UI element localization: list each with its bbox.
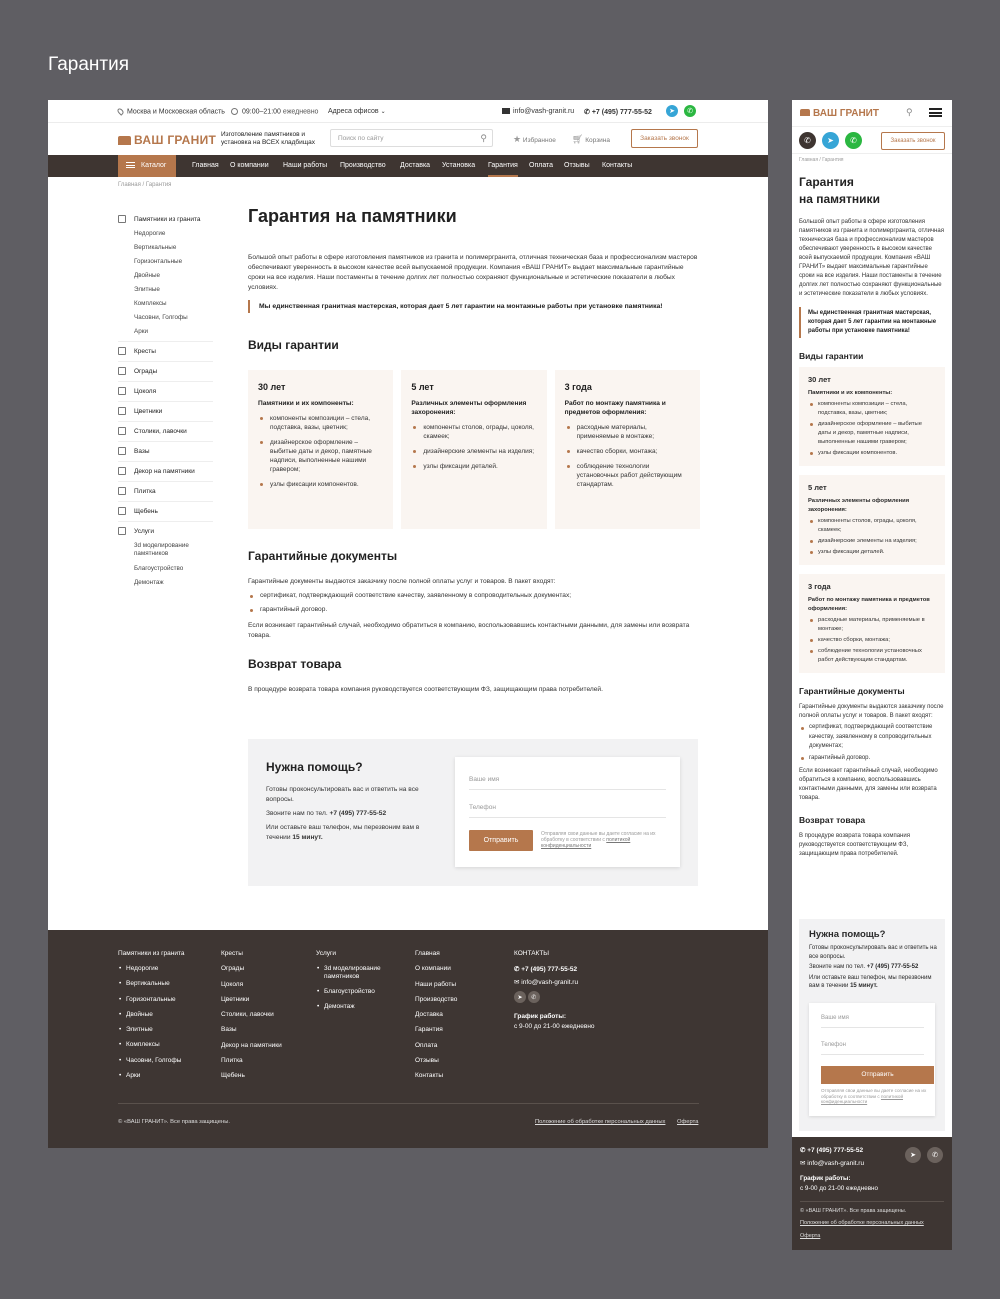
sidebar-subitem[interactable]: Благоустройство <box>134 565 184 572</box>
list-item: гарантийный договор. <box>248 605 700 615</box>
copyright: © «ВАШ ГРАНИТ». Все права защищены. <box>118 1119 230 1125</box>
sidebar-group <box>118 502 213 522</box>
list-item: узлы фиксации деталей. <box>411 462 536 471</box>
list-item: узлы фиксации компонентов. <box>258 480 383 489</box>
footer-divider <box>118 1103 699 1104</box>
footer-heading: КОНТАКТЫ <box>514 950 550 957</box>
mail-icon: ✉ <box>800 1160 806 1167</box>
footer-heading[interactable]: Памятники из гранита <box>118 950 185 957</box>
fence-icon <box>118 367 126 375</box>
footer-phone[interactable]: ✆ +7 (495) 777-55-52 <box>800 1147 864 1154</box>
location[interactable]: Москва и Московская область <box>118 108 225 115</box>
sidebar-item-tiles[interactable]: Плитка <box>118 487 213 495</box>
breadcrumb[interactable]: Главная / Гарантия <box>118 182 172 188</box>
return-text: В процедуре возврата товара компания руководствуется соответствующим ФЗ, защищающим права потребителей. <box>248 686 603 693</box>
offices-dropdown[interactable]: Адреса офисов ⌄ <box>328 108 386 115</box>
mail-icon: ✉ <box>514 979 520 986</box>
telegram-icon[interactable]: ➤ <box>905 1147 921 1163</box>
warranty-cards <box>248 370 700 529</box>
footer-link[interactable]: Главная <box>415 950 440 957</box>
docs-outro: Если возникает гарантийный случай, необходимо обратиться в компанию, воспользовавшись контактными данными, для замены или возврата товара. <box>248 622 690 639</box>
quote-block: Мы единственная гранитная мастерская, которая дает 5 лет гарантии на монтажные работы при установке памятника! <box>799 307 945 338</box>
search-icon[interactable]: ⚲ <box>480 133 487 143</box>
section-title: Гарантийные документы <box>799 686 905 696</box>
card-term: 3 года <box>564 382 592 392</box>
mobile-page <box>792 100 952 1250</box>
footer-link[interactable]: • Горизонтальные <box>118 996 185 1004</box>
section-title: Виды гарантии <box>799 351 864 361</box>
email-link[interactable]: info@vash-granit.ru <box>502 108 574 115</box>
schedule-title: График работы: <box>514 1013 567 1020</box>
footer-email[interactable]: ✉ info@vash-granit.ru <box>800 1160 865 1167</box>
sidebar-subitem[interactable]: Демонтаж <box>134 579 164 586</box>
telegram-icon[interactable]: ➤ <box>514 991 526 1003</box>
quote-block: Мы единственная гранитная мастерская, которая дает 5 лет гарантии на монтажные работы при установке памятника! <box>248 300 700 313</box>
phone-icon: ✆ <box>800 1147 806 1154</box>
footer-link[interactable]: Ограды <box>221 965 245 973</box>
footer-phone[interactable]: ✆ +7 (495) 777-55-52 <box>514 966 578 973</box>
return-text: В процедуре возврата товара компания руководствуется соответствующим ФЗ, защищающим права потребителей. <box>799 833 910 857</box>
callback-button[interactable]: Заказать звонок <box>881 132 945 150</box>
tile-icon <box>118 487 126 495</box>
phone-link[interactable]: ✆ +7 (495) 777-55-52 <box>584 109 652 116</box>
privacy-link[interactable]: политикой конфиденциальности <box>821 1093 904 1104</box>
footer-heading[interactable]: Услуги <box>316 950 336 957</box>
nav-item-about[interactable]: О компании <box>230 162 269 169</box>
sidebar-group <box>118 482 213 502</box>
services-icon <box>118 527 126 535</box>
warranty-card <box>799 574 945 673</box>
cross-icon <box>118 347 126 355</box>
submit-button[interactable]: Отправить <box>469 830 533 851</box>
sidebar-subitem[interactable]: 3d моделирование памятников <box>134 542 189 557</box>
section-title: Возврат товара <box>799 815 866 825</box>
clock-icon <box>231 108 238 115</box>
schedule: с 9-00 до 21-00 ежедневно <box>800 1185 879 1192</box>
callback-button[interactable]: Заказать звонок <box>631 129 698 148</box>
work-hours: 09:00–21:00 ежедневно <box>231 108 318 115</box>
card-subject: Памятники и их компоненты: <box>808 390 893 396</box>
sidebar-subitem[interactable]: Двойные <box>134 272 161 279</box>
footer-col-services <box>316 950 398 1018</box>
docs-intro: Гарантийные документы выдаются заказчику после полной оплаты услуг и товаров. В пакет входят: <box>248 578 556 585</box>
sidebar-item-crosses[interactable]: Кресты <box>118 347 213 355</box>
catalog-button[interactable]: Каталог <box>118 155 176 177</box>
section-title: Возврат товара <box>248 657 342 671</box>
footer-link[interactable]: Плитка <box>221 1056 243 1064</box>
sidebar-subitem[interactable]: Недорогие <box>134 230 166 237</box>
privacy-link[interactable]: политикой конфиденциальности <box>541 837 631 849</box>
footer-contacts <box>514 950 595 1030</box>
sidebar-item-gravel[interactable]: Щебень <box>118 507 213 515</box>
warranty-card <box>401 370 546 529</box>
warranty-card <box>799 475 945 565</box>
list-item: компоненты композиции – стела, подставка, вазы, цветник; <box>258 414 383 432</box>
nav-item-production[interactable]: Производство <box>340 162 386 169</box>
footer-link[interactable]: • Часовни, Голгофы <box>118 1057 185 1065</box>
breadcrumb[interactable]: Главная / Гарантия <box>799 157 844 163</box>
list-item: дизайнерское оформление – выбитые даты и декор, памятные надписи, выполненные нашими гравером; <box>808 420 936 447</box>
footer-divider <box>800 1201 944 1202</box>
sidebar-item-tables[interactable]: Столики, лавочки <box>118 427 213 435</box>
schedule: с 9-00 до 21-00 ежедневно <box>514 1023 595 1030</box>
footer-link[interactable]: • Благоустройство <box>316 988 398 996</box>
sidebar-group <box>118 402 213 422</box>
list-item: качество сборки, монтажа; <box>808 636 936 645</box>
footer-col-catalog <box>221 950 282 1088</box>
offer-link[interactable]: Оферта <box>677 1119 699 1125</box>
footer-link[interactable]: Кресты <box>221 950 243 957</box>
list-item: компоненты столов, ограды, цоколя, скамеек; <box>808 517 936 535</box>
list-item: узлы фиксации компонентов. <box>808 449 936 458</box>
card-term: 5 лет <box>411 382 434 392</box>
footer-link[interactable]: Цветники <box>221 995 250 1003</box>
footer-link[interactable]: • Вертикальные <box>118 980 185 988</box>
sidebar-subitem[interactable]: Горизонтальные <box>134 258 183 265</box>
footer-col-monuments <box>118 950 185 1087</box>
monument-icon <box>118 215 126 223</box>
footer-link[interactable]: • Демонтаж <box>316 1003 398 1011</box>
search-input[interactable]: Поиск по сайту ⚲ <box>330 129 493 147</box>
consent-note: Отправляя свои данные вы даете согласие на их обработку в соответствии с политикой конфиденциальности <box>541 831 656 849</box>
footer-link[interactable]: Столики, лавочки <box>221 1011 274 1019</box>
docs-intro: Гарантийные документы выдаются заказчику после полной оплаты услуг и товаров. В пакет входят: <box>799 704 944 719</box>
mail-icon <box>502 108 510 114</box>
sidebar-item-services[interactable]: Услуги <box>118 527 213 535</box>
whatsapp-icon[interactable]: ✆ <box>927 1147 943 1163</box>
page-title: Гарантия на памятники <box>248 206 457 226</box>
sidebar-subitem[interactable]: Часовни, Голгофы <box>134 314 188 321</box>
cart-icon: 🛒︎ <box>572 134 584 144</box>
footer-link[interactable]: Декор на памятники <box>221 1041 282 1049</box>
cart-link[interactable]: 🛒︎ Корзина <box>572 134 611 144</box>
sidebar-subitem[interactable]: Элитные <box>134 286 160 293</box>
tagline: Изготовление памятников и установка на ВСЕХ кладбищах <box>221 131 315 146</box>
nav-item-home[interactable]: Главная <box>192 162 219 169</box>
name-field[interactable]: Ваше имя <box>469 776 666 790</box>
logo-icon <box>118 136 131 145</box>
whatsapp-icon[interactable]: ✆ <box>528 991 540 1003</box>
list-item: компоненты композиции – стела, подставка, вазы, цветник; <box>808 400 936 418</box>
sidebar-group <box>118 342 213 362</box>
phone-icon[interactable]: ✆ <box>799 132 816 149</box>
whatsapp-icon[interactable]: ✆ <box>845 132 862 149</box>
presentation-title: Гарантия <box>48 54 130 75</box>
footer-link[interactable]: Вазы <box>221 1026 237 1034</box>
nav-item-reviews[interactable]: Отзывы <box>564 162 590 169</box>
list-item: сертификат, подтверждающий соответствие качеству, заявленному в сопроводительных документах; <box>248 591 700 601</box>
nav-item-installation[interactable]: Установка <box>442 162 476 169</box>
footer-col-site <box>415 950 457 1088</box>
footer-link[interactable]: • Элитные <box>118 1026 185 1034</box>
card-term: 30 лет <box>808 375 831 384</box>
list-item: соблюдение технологии установочных работ действующим стандартам. <box>808 647 936 665</box>
list-item: соблюдение технологии установочных работ действующим стандартам. <box>565 462 690 489</box>
desktop-page <box>48 100 768 1148</box>
help-text: Готовы проконсультировать вас и ответить на все вопросы. Звоните нам по тел. +7 (495) 777-55-52 Или оставьте ваш телефон, мы перезвоним вам в течении 15 минут. <box>809 945 937 989</box>
decor-icon <box>118 467 126 475</box>
footer-link[interactable]: • Недорогие <box>118 965 185 973</box>
sidebar-item-monuments[interactable]: Памятники из гранита <box>118 215 213 223</box>
footer-link[interactable]: Цоколя <box>221 980 244 988</box>
list-item: расходные материалы, применяемые в монтаже; <box>565 423 690 441</box>
card-subject: Работ по монтажу памятника и предметов оформления: <box>808 597 930 612</box>
privacy-policy-link[interactable]: Положение об обработке персональных данных <box>535 1119 666 1125</box>
phone-icon: ✆ <box>584 109 590 116</box>
sidebar-subitem[interactable]: Арки <box>134 328 148 335</box>
menu-icon[interactable] <box>929 108 942 117</box>
help-title: Нужна помощь? <box>266 760 363 774</box>
card-term: 30 лет <box>258 382 286 392</box>
mobile-footer <box>792 1137 952 1250</box>
telegram-icon[interactable]: ➤ <box>822 132 839 149</box>
vase-icon <box>118 447 126 455</box>
list-item: дизайнерское оформление – выбитые даты и декор, памятные надписи, выполненные нашими гравером; <box>258 438 383 474</box>
logo-icon <box>800 109 810 116</box>
warranty-card <box>248 370 393 529</box>
favorites-link[interactable]: ★ Избранное <box>513 134 556 144</box>
card-subject: Различных элементы оформления захоронения: <box>808 498 910 513</box>
mobile-contact-bar <box>792 126 952 154</box>
search-icon[interactable]: ⚲ <box>906 107 913 117</box>
sidebar-item-decor[interactable]: Декор на памятники <box>118 467 213 475</box>
footer-link[interactable]: • 3d моделирование памятников <box>316 965 398 980</box>
sidebar-item-fences[interactable]: Ограды <box>118 367 213 375</box>
sidebar-group <box>118 462 213 482</box>
list-item: узлы фиксации деталей. <box>808 548 936 557</box>
list-item: гарантийный договор. <box>799 754 945 764</box>
footer-link[interactable]: Доставка <box>415 1011 443 1019</box>
menu-icon <box>126 162 135 168</box>
consent-note: Отправляя свои данные вы даете согласие на их обработку в соответствии с политикой конфиденциальности <box>821 1088 927 1104</box>
section-title: Гарантийные документы <box>248 549 398 563</box>
main-nav <box>48 155 768 177</box>
sidebar-group <box>118 362 213 382</box>
sidebar-subitem[interactable]: Вертикальные <box>134 244 177 251</box>
footer-email[interactable]: ✉ info@vash-granit.ru <box>514 979 579 986</box>
nav-item-delivery[interactable]: Доставка <box>400 162 431 169</box>
help-block <box>248 739 698 886</box>
list-item: компоненты столов, ограды, цоколя, скамеек; <box>411 423 536 441</box>
footer-link[interactable]: О компании <box>415 965 451 973</box>
sidebar-group <box>118 422 213 442</box>
mobile-header <box>792 100 952 126</box>
whatsapp-icon[interactable]: ✆ <box>684 105 696 117</box>
card-subject: Различных элементы оформления захоронения: <box>411 400 527 416</box>
section-title: Виды гарантии <box>248 338 339 352</box>
docs-outro: Если возникает гарантийный случай, необходимо обратиться в компанию, воспользовавшись контактными данными, для замены или возврата товара. <box>799 768 938 801</box>
schedule-title: График работы: <box>800 1175 851 1182</box>
footer-link[interactable]: Оплата <box>415 1041 438 1049</box>
logo[interactable]: ВАШ ГРАНИТ <box>800 108 879 119</box>
star-icon: ★ <box>513 134 522 144</box>
warranty-card <box>555 370 700 529</box>
mobile-content <box>799 174 945 859</box>
nav-item-contacts[interactable]: Контакты <box>602 162 633 169</box>
help-text: Готовы проконсультировать вас и ответить на все вопросы. Звоните нам по тел. +7 (495) 777-55-52 Или оставьте ваш телефон, мы перезвоним вам в течении 15 минут. <box>266 786 420 841</box>
footer-link[interactable]: Гарантия <box>415 1026 443 1034</box>
footer-link[interactable]: Отзывы <box>415 1056 439 1064</box>
page-title: Гарантия на памятники <box>799 175 880 206</box>
list-item: сертификат, подтверждающий соответствие качеству, заявленному в сопроводительных документах; <box>799 723 945 752</box>
offer-link[interactable]: Оферта <box>800 1233 821 1239</box>
map-pin-icon <box>116 107 124 115</box>
chevron-down-icon: ⌄ <box>380 109 386 115</box>
card-subject: Памятники и их компоненты: <box>258 400 354 407</box>
gravel-icon <box>118 507 126 515</box>
sidebar-item-plinths[interactable]: Цоколя <box>118 387 213 395</box>
list-item: дизайнерские элементы на изделия; <box>808 537 936 546</box>
phone-field[interactable]: Телефон <box>821 1042 924 1055</box>
card-subject: Работ по монтажу памятника и предметов оформления: <box>564 400 666 416</box>
list-item: качество сборки, монтажа; <box>565 447 690 456</box>
footer-link[interactable]: Производство <box>415 995 458 1003</box>
submit-button[interactable]: Отправить <box>821 1066 934 1084</box>
privacy-policy-link[interactable]: Положение об обработке персональных данных <box>800 1220 924 1226</box>
footer-link[interactable]: Контакты <box>415 1072 444 1080</box>
flowerbed-icon <box>118 407 126 415</box>
intro-text: Большой опыт работы в сфере изготовления памятников из гранита и полимергранита, отличная техническая база и профессионализм мастеров обеспечивают уверенность в высоком качестве всей выпускаемой продукции. Компания «ВАШ ГРАНИТ» выдает максимальные гарантийные сроки на все изделия. Наши постаменты в течение долгих лет полностью сохраняют функциональные и эстетические показатели в любых условиях. <box>248 254 698 291</box>
phone-icon: ✆ <box>514 966 520 973</box>
sidebar-group <box>118 382 213 402</box>
phone-field[interactable]: Телефон <box>469 804 666 818</box>
header <box>48 123 768 155</box>
sidebar-item-vases[interactable]: Вазы <box>118 447 213 455</box>
sidebar-group <box>118 522 213 592</box>
top-bar <box>48 100 768 123</box>
logo[interactable]: ВАШ ГРАНИТ <box>118 133 216 147</box>
warranty-card <box>799 367 945 466</box>
help-phone[interactable]: +7 (495) 777-55-52 <box>329 810 387 817</box>
list-item: дизайнерские элементы на изделия; <box>411 447 536 456</box>
name-field[interactable]: Ваше имя <box>821 1015 924 1028</box>
nav-item-works[interactable]: Наши работы <box>283 162 328 169</box>
help-phone[interactable]: +7 (495) 777-55-52 <box>866 964 919 970</box>
footer-link[interactable]: Щебень <box>221 1072 245 1080</box>
help-block <box>799 919 945 1131</box>
footer-link[interactable]: • Комплексы <box>118 1041 185 1049</box>
sidebar <box>118 210 213 592</box>
sidebar-item-flowerbeds[interactable]: Цветники <box>118 407 213 415</box>
telegram-icon[interactable]: ➤ <box>666 105 678 117</box>
footer-link[interactable]: • Арки <box>118 1072 185 1080</box>
help-title: Нужна помощь? <box>809 929 886 940</box>
footer-link[interactable]: • Двойные <box>118 1011 185 1019</box>
footer <box>48 930 768 1148</box>
nav-item-warranty[interactable]: Гарантия <box>488 155 518 177</box>
nav-item-payment[interactable]: Оплата <box>529 162 554 169</box>
sidebar-group <box>118 442 213 462</box>
footer-link[interactable]: Наши работы <box>415 980 457 988</box>
main-content <box>248 206 700 695</box>
list-item: расходные материалы, применяемые в монтаже; <box>808 616 936 634</box>
intro-text: Большой опыт работы в сфере изготовления памятников из гранита и полимергранита, отличная техническая база и профессионализм мастеров обеспечивают уверенность в высоком качестве всей выпускаемой продукции. Компания «ВАШ ГРАНИТ» выдает максимальные гарантийные сроки на все изделия. Наши постаменты в течение долгих лет полностью сохраняют функциональные и эстетические показатели в любых условиях. <box>799 219 944 297</box>
copyright: © «ВАШ ГРАНИТ». Все права защищены. <box>800 1208 907 1214</box>
plinth-icon <box>118 387 126 395</box>
sidebar-subitem[interactable]: Комплексы <box>134 300 167 307</box>
sidebar-group <box>118 210 213 342</box>
card-term: 5 лет <box>808 483 827 492</box>
callback-form <box>809 1003 935 1116</box>
card-term: 3 года <box>808 582 831 591</box>
bench-icon <box>118 427 126 435</box>
callback-form <box>455 757 680 867</box>
